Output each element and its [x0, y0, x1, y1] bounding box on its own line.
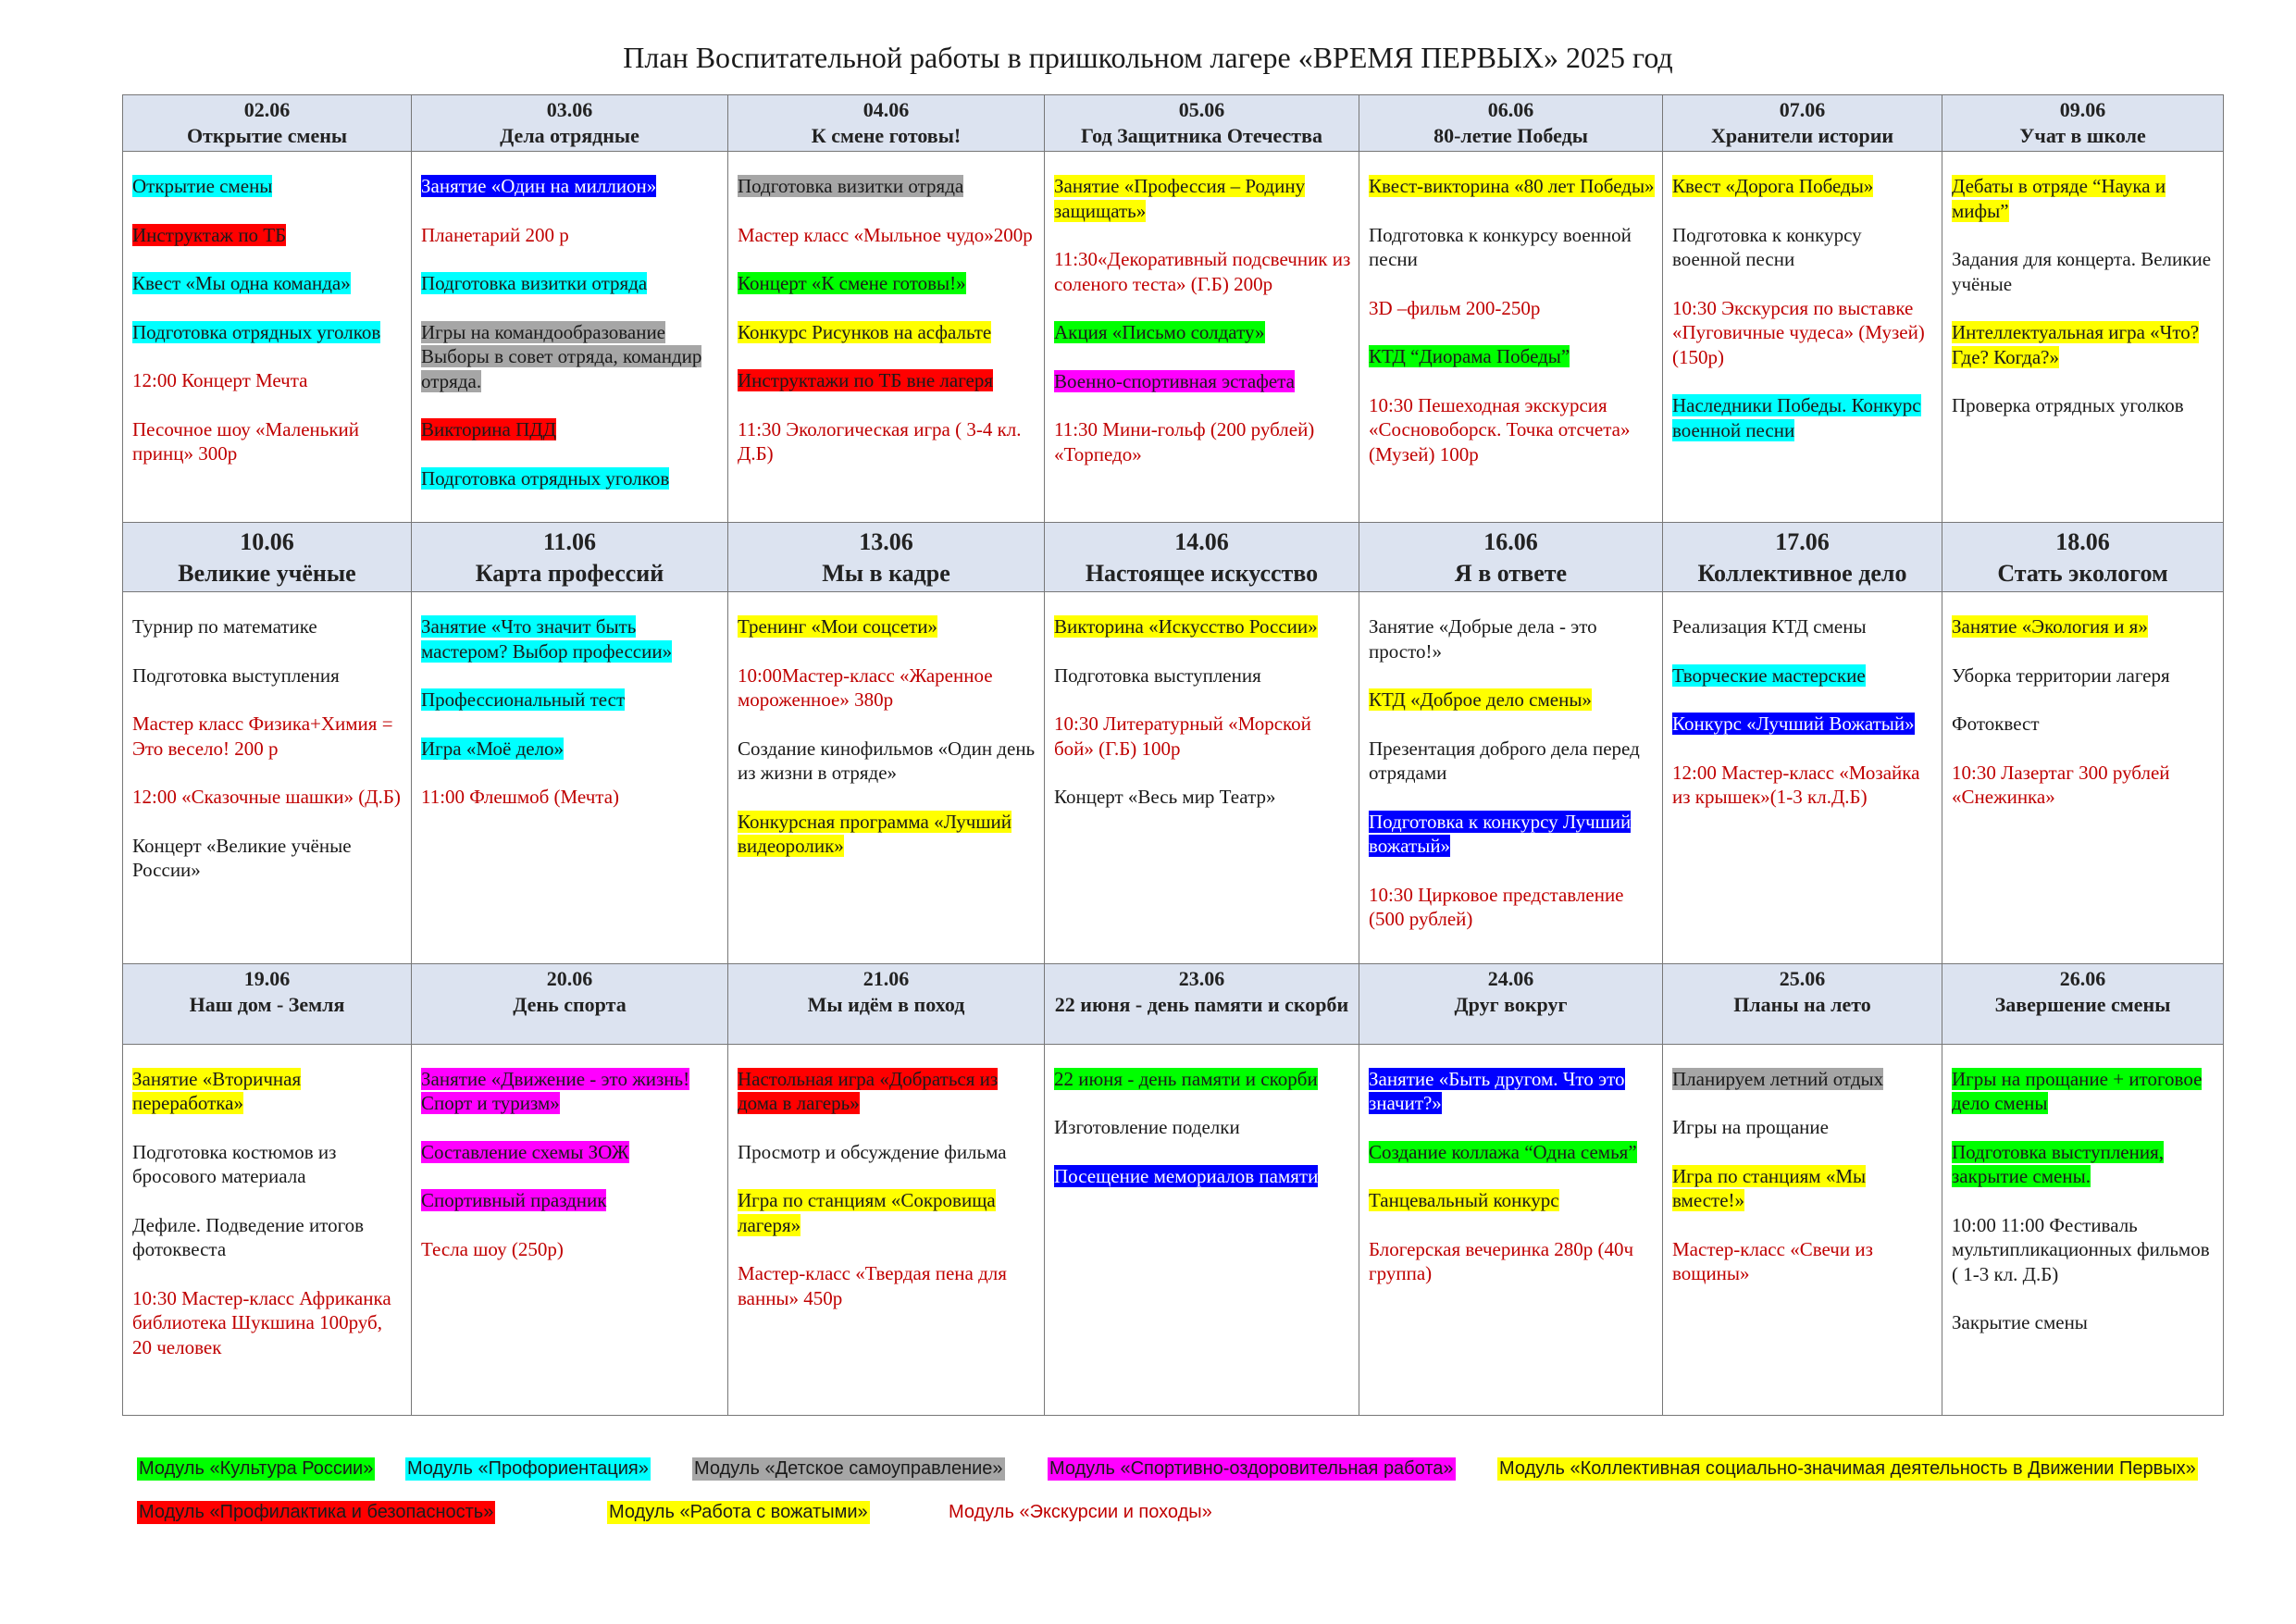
day-header	[1663, 523, 1942, 592]
day-header	[1359, 963, 1663, 1044]
day-date: 24.06	[1487, 966, 1534, 990]
day-header	[1045, 963, 1359, 1044]
activity-text: 22 июня - день памяти и скорби	[1054, 1067, 1318, 1090]
day-header	[1942, 95, 2224, 152]
day-theme: К смене готовы!	[811, 124, 962, 147]
activity-text: Викторина «Искусство России»	[1054, 615, 1318, 638]
activity-text: Конкурсная программа «Лучший видеоролик»	[738, 810, 1011, 857]
activity-item	[1369, 737, 1655, 786]
day-date: 25.06	[1779, 966, 1826, 990]
activity-item	[1952, 1140, 2215, 1189]
activity-text: Спортивный праздник	[421, 1189, 607, 1211]
activity-text: Занятие «Движение - это жизнь! Спорт и туризм»	[421, 1067, 690, 1114]
activity-text: 10:30 Экскурсия по выставке «Пуговичные чудеса» (Музей) (150р)	[1672, 296, 1925, 368]
activity-text: Подготовка отрядных уголков	[421, 466, 670, 490]
activity-item	[1672, 393, 1934, 442]
day-theme: Планы на лето	[1733, 992, 1871, 1016]
activity-item	[421, 688, 720, 713]
activity-item	[132, 271, 403, 296]
day-activities	[1663, 592, 1942, 964]
activity-item	[421, 223, 720, 248]
activity-text: Акция «Письмо солдату»	[1054, 321, 1265, 343]
activity-text: 12:00 Концерт Мечта	[132, 369, 308, 391]
activity-item	[1054, 1164, 1351, 1189]
activity-text: 12:00 Мастер-класс «Мозайка из крышек»(1-3 кл.Д.Б)	[1672, 761, 1920, 808]
activity-text: Презентация доброго дела перед отрядами	[1369, 737, 1640, 784]
activity-item	[1369, 174, 1655, 199]
activity-item	[421, 737, 720, 762]
day-theme: Мы идём в поход	[807, 992, 965, 1016]
activity-item	[132, 712, 403, 761]
activity-text: Занятие «Что значит быть мастером? Выбор профессии»	[421, 615, 673, 663]
activity-item	[1369, 688, 1655, 713]
activity-item	[421, 1188, 720, 1213]
activity-item	[421, 271, 720, 296]
activity-item	[1952, 761, 2215, 810]
activity-text: Создание кинофильмов «Один день из жизни в отряде»	[738, 737, 1036, 784]
activity-text: Мастер класс Физика+Химия = Это весело! 200 р	[132, 713, 393, 760]
activity-text: Подготовка костюмов из бросового материала	[132, 1140, 337, 1187]
activity-text: Наследники Победы. Конкурс военной песни	[1672, 394, 1921, 441]
day-activities	[728, 592, 1045, 964]
activity-item	[1952, 1310, 2215, 1335]
activity-text: Просмотр и обсуждение фильма	[738, 1140, 1007, 1163]
page-title: План Воспитательной работы в пришкольном лагере «ВРЕМЯ ПЕРВЫХ» 2025 год	[623, 41, 1673, 74]
activity-text: Подготовка визитки отряда	[421, 272, 648, 294]
day-header	[1942, 523, 2224, 592]
activity-item	[421, 1237, 720, 1262]
day-header	[1663, 963, 1942, 1044]
activity-text: 10:30 Лазертаг 300 рублей «Снежинка»	[1952, 761, 2170, 808]
activity-item	[1672, 663, 1934, 688]
day-header	[1663, 95, 1942, 152]
day-activities	[412, 152, 728, 523]
activity-item	[738, 1067, 1036, 1116]
activity-item	[1054, 1115, 1351, 1140]
activity-text: Профессиональный тест	[421, 688, 626, 711]
activity-item	[1369, 1067, 1655, 1116]
activity-item	[132, 174, 403, 199]
activity-item	[132, 834, 403, 883]
activity-text: 10:30 Пешеходная экскурсия «Сосновоборск. Точка отсчета» (Музей) 100р	[1369, 393, 1631, 465]
day-theme: 80-летие Победы	[1433, 124, 1588, 147]
activity-text: Инструктаж по ТБ	[132, 223, 287, 246]
activity-item	[738, 614, 1036, 639]
activity-text: Мастер-класс «Свечи из вощины»	[1672, 1237, 1873, 1284]
activity-text: Планетарий 200 р	[421, 223, 569, 246]
activity-item	[1952, 1213, 2215, 1287]
day-activities	[1942, 1044, 2224, 1415]
activity-text: КТД “Диорама Победы”	[1369, 345, 1570, 367]
activity-item	[738, 1140, 1036, 1165]
day-activities	[1359, 592, 1663, 964]
activity-item	[1369, 883, 1655, 932]
activity-item	[132, 1140, 403, 1189]
activity-item	[1054, 663, 1351, 688]
activity-item	[1369, 223, 1655, 272]
activity-text: 10:30 Литературный «Морской бой» (Г.Б) 100р	[1054, 713, 1311, 760]
day-header	[1359, 95, 1663, 152]
day-header	[728, 963, 1045, 1044]
activity-text: 11:30 Мини-гольф (200 рублей) «Торпедо»	[1054, 418, 1315, 465]
day-date: 16.06	[1483, 528, 1538, 555]
activity-text: Квест-викторина «80 лет Победы»	[1369, 175, 1655, 197]
day-activities	[1045, 152, 1359, 523]
day-activities	[123, 592, 412, 964]
day-theme: Наш дом - Земля	[189, 992, 345, 1016]
day-date: 02.06	[243, 98, 291, 121]
day-header	[1045, 95, 1359, 152]
activity-text: Занятие «Экология и я»	[1952, 615, 2148, 638]
activity-text: Конкурс «Лучший Вожатый»	[1672, 713, 1915, 735]
activity-text: Конкурс Рисунков на асфальте	[738, 320, 992, 343]
day-date: 17.06	[1775, 528, 1830, 555]
activity-text: Концерт «Весь мир Театр»	[1054, 786, 1276, 808]
day-theme: 22 июня - день памяти и скорби	[1054, 992, 1349, 1016]
activity-item	[738, 271, 1036, 296]
activity-item	[738, 368, 1036, 393]
day-date: 03.06	[546, 98, 593, 121]
activity-text: Реализация КТД смены	[1672, 615, 1867, 638]
activity-text: Настольная игра «Добраться из дома в лагерь»	[738, 1067, 999, 1114]
activity-text: Игра по станциям «Сокровища лагеря»	[738, 1189, 996, 1236]
activity-item	[421, 1140, 720, 1165]
activity-text: Танцевальный конкурс	[1369, 1189, 1559, 1211]
activity-item	[132, 614, 403, 639]
activity-text: Блогерская вечеринка 280р (40ч группа)	[1369, 1237, 1634, 1284]
activity-text: Фотоквест	[1952, 713, 2040, 735]
activity-text: 12:00 «Сказочные шашки» (Д.Б)	[132, 786, 401, 808]
activity-item	[421, 785, 720, 810]
day-activities	[1663, 1044, 1942, 1415]
activity-text: Открытие смены	[132, 175, 273, 197]
day-activities	[1359, 152, 1663, 523]
day-header	[123, 523, 412, 592]
activity-item	[421, 320, 720, 394]
activity-item	[1952, 393, 2215, 418]
activity-text: 11:00 Флешмоб (Мечта)	[421, 786, 620, 808]
day-date: 10.06	[240, 528, 294, 555]
activity-text: Игра «Моё дело»	[421, 737, 565, 760]
activity-text: Занятие «Вторичная переработка»	[132, 1067, 302, 1114]
activity-item	[421, 417, 720, 442]
activity-text: Творческие мастерские	[1672, 663, 1866, 687]
day-activities	[1045, 592, 1359, 964]
activity-item	[132, 785, 403, 810]
activity-text: Игры на прощание	[1672, 1116, 1829, 1138]
day-header	[1942, 963, 2224, 1044]
activity-text: Задания для концерта. Великие учёные	[1952, 248, 2212, 295]
activity-text: Игра по станциям «Мы вместе!»	[1672, 1164, 1867, 1211]
activity-item	[738, 223, 1036, 248]
day-header	[412, 523, 728, 592]
activity-item	[738, 737, 1036, 786]
activity-item	[1369, 344, 1655, 369]
activity-text: 10:00Мастер-класс «Жаренное мороженное» 380р	[738, 663, 993, 711]
legend-item: Модуль «Профилактика и безопасность»	[139, 1502, 494, 1522]
activity-text: Викторина ПДД	[421, 418, 556, 440]
activity-text: Военно-спортивная эстафета	[1054, 369, 1295, 392]
activity-text: Мастер класс «Мыльное чудо»200р	[738, 223, 1033, 246]
day-date: 04.06	[863, 98, 910, 121]
activity-text: Занятие «Один на миллион»	[421, 175, 657, 197]
day-activities	[1359, 1044, 1663, 1415]
day-header	[123, 963, 412, 1044]
activity-item	[1054, 320, 1351, 345]
activity-text: Квест «Дорога Победы»	[1672, 175, 1874, 197]
activity-item	[738, 320, 1036, 345]
day-header	[1045, 523, 1359, 592]
activity-item	[132, 223, 403, 248]
legend-item: Модуль «Экскурсии и походы»	[949, 1502, 1212, 1522]
activity-text: Подготовка к конкурсу Лучший вожатый»	[1369, 810, 1632, 857]
activity-item	[1952, 247, 2215, 296]
day-header-row	[123, 963, 2224, 1044]
activity-item	[1054, 614, 1351, 639]
activity-text: Концерт «К смене готовы!»	[738, 272, 966, 294]
activity-text: Подготовка визитки отряда	[738, 175, 964, 197]
day-activities	[1663, 152, 1942, 523]
activity-text: Подготовка выступления	[132, 663, 340, 687]
activity-text: 3D –фильм 200-250р	[1369, 296, 1541, 319]
activity-text: Песочное шоу «Маленький принц» 300р	[132, 417, 360, 465]
day-activities-row	[123, 152, 2224, 523]
day-date: 11.06	[542, 528, 597, 555]
activity-text: Проверка отрядных уголков	[1952, 394, 2184, 416]
activity-item	[1672, 761, 1934, 810]
activity-text: Интеллектуальная игра «Что? Где? Когда?»	[1952, 321, 2200, 368]
activity-text: Планируем летний отдых	[1672, 1067, 1884, 1090]
day-activities	[123, 1044, 412, 1415]
day-activities	[123, 152, 412, 523]
activity-item	[421, 466, 720, 491]
activity-text: Составление схемы ЗОЖ	[421, 1140, 629, 1163]
day-header	[1359, 523, 1663, 592]
legend-item: Модуль «Детское самоуправление»	[694, 1458, 1003, 1479]
activity-text: 11:30«Декоративный подсвечник из соленого теста» (Г.Б) 200р	[1054, 248, 1351, 295]
activity-item	[738, 1188, 1036, 1237]
activity-text: Закрытие смены	[1952, 1311, 2088, 1333]
activity-text: Турнир по математике	[132, 615, 317, 638]
day-header	[123, 95, 412, 152]
day-activities	[728, 152, 1045, 523]
activity-item	[1369, 810, 1655, 859]
activity-item	[1952, 1067, 2215, 1116]
day-activities	[1045, 1044, 1359, 1415]
activity-text: 10:00 11:00 Фестиваль мультипликационных фильмов ( 1-3 кл. Д.Б)	[1952, 1213, 2210, 1285]
activity-item	[1054, 1067, 1351, 1092]
activity-item	[132, 417, 403, 466]
day-header-row	[123, 95, 2224, 152]
activity-item	[1672, 296, 1934, 370]
activity-text: Тесла шоу (250р)	[421, 1237, 564, 1260]
activity-item	[132, 1213, 403, 1262]
activity-item	[1369, 1237, 1655, 1286]
day-date: 05.06	[1178, 98, 1225, 121]
activity-item	[1952, 174, 2215, 223]
activity-item	[1672, 1164, 1934, 1213]
day-date: 21.06	[863, 966, 910, 990]
activity-item	[1054, 369, 1351, 394]
day-date: 09.06	[2059, 98, 2106, 121]
activity-item	[1672, 1237, 1934, 1286]
legend-item: Модуль «Культура России»	[139, 1458, 374, 1479]
day-theme: Завершение смены	[1994, 992, 2171, 1016]
activity-text: Игры на командообразование Выборы в совет отряда, командир отряда.	[421, 320, 702, 392]
activity-item	[132, 663, 403, 688]
day-theme: Дела отрядные	[500, 124, 639, 147]
activity-item	[421, 614, 720, 663]
legend-item: Модуль «Коллективная социально-значимая деятельность в Движении Первых»	[1499, 1458, 2196, 1479]
day-activities-row	[123, 1044, 2224, 1415]
activity-item	[738, 663, 1036, 713]
legend-item: Модуль «Профориентация»	[407, 1458, 649, 1479]
activity-item	[738, 810, 1036, 859]
day-date: 20.06	[546, 966, 593, 990]
activity-item	[738, 174, 1036, 199]
day-activities	[1942, 152, 2224, 523]
activity-item	[1672, 712, 1934, 737]
day-activities	[728, 1044, 1045, 1415]
activity-text: Уборка территории лагеря	[1952, 663, 2170, 687]
activity-item	[1054, 785, 1351, 810]
day-activities	[412, 592, 728, 964]
day-activities-row	[123, 592, 2224, 964]
activity-item	[1952, 663, 2215, 688]
activity-text: 10:30 Цирковое представление (500 рублей)	[1369, 883, 1624, 930]
activity-item	[1369, 393, 1655, 467]
activity-item	[132, 320, 403, 345]
activity-text: Изготовление поделки	[1054, 1116, 1240, 1138]
day-theme: Настоящее искусство	[1085, 560, 1319, 587]
day-date: 18.06	[2055, 528, 2110, 555]
day-date: 13.06	[859, 528, 913, 555]
day-theme: Стать экологом	[1997, 560, 2168, 587]
legend-item: Модуль «Спортивно-оздоровительная работа»	[1049, 1458, 1454, 1479]
activity-text: Подготовка к конкурсу военной песни	[1672, 223, 1862, 270]
activity-item	[421, 174, 720, 199]
day-theme: Открытие смены	[186, 124, 348, 147]
activity-item	[1054, 247, 1351, 296]
activity-item	[738, 1261, 1036, 1310]
activity-text: Посещение мемориалов памяти	[1054, 1164, 1319, 1187]
activity-item	[1054, 712, 1351, 761]
activity-item	[1369, 1140, 1655, 1165]
day-theme: Я в ответе	[1454, 560, 1568, 587]
day-header	[412, 963, 728, 1044]
day-date: 14.06	[1174, 528, 1229, 555]
day-header	[728, 523, 1045, 592]
day-date: 06.06	[1487, 98, 1534, 121]
activity-text: Концерт «Великие учёные России»	[132, 834, 352, 881]
activity-item	[1952, 712, 2215, 737]
day-theme: День спорта	[513, 992, 627, 1016]
activity-item	[738, 417, 1036, 466]
activity-text: Дефиле. Подведение итогов фотоквеста	[132, 1213, 365, 1260]
activity-text: Подготовка выступления	[1054, 663, 1261, 687]
day-theme: Коллективное дело	[1697, 560, 1907, 587]
day-activities	[412, 1044, 728, 1415]
activity-item	[1054, 174, 1351, 223]
activity-text: 10:30 Мастер-класс Африканка библиотека Шукшина 100руб, 20 человек	[132, 1286, 391, 1358]
activity-text: Занятие «Добрые дела - это просто!»	[1369, 615, 1597, 663]
day-date: 23.06	[1178, 966, 1225, 990]
day-header	[412, 95, 728, 152]
activity-text: Квест «Мы одна команда»	[132, 272, 351, 294]
activity-item	[1672, 614, 1934, 639]
day-activities	[1942, 592, 2224, 964]
day-header-row	[123, 523, 2224, 592]
day-theme: Мы в кадре	[822, 560, 950, 587]
activity-item	[1369, 296, 1655, 321]
activity-text: Тренинг «Мои соцсети»	[738, 615, 937, 638]
activity-item	[132, 1067, 403, 1116]
activity-text: Игры на прощание + итоговое дело смены	[1952, 1067, 2203, 1114]
activity-item	[1369, 1188, 1655, 1213]
activity-text: Подготовка выступления, закрытие смены.	[1952, 1140, 2165, 1187]
activity-item	[1672, 174, 1934, 199]
activity-text: Подготовка к конкурсу военной песни	[1369, 223, 1632, 270]
activity-text: Мастер-класс «Твердая пена для ванны» 450р	[738, 1262, 1007, 1309]
activity-text: 11:30 Экологическая игра ( 3-4 кл. Д.Б)	[738, 417, 1022, 465]
activity-text: Дебаты в отряде “Наука и мифы”	[1952, 175, 2166, 222]
activity-item	[132, 1286, 403, 1360]
activity-item	[132, 368, 403, 393]
activity-item	[1672, 1067, 1934, 1092]
activity-text: КТД «Доброе дело смены»	[1369, 688, 1592, 711]
schedule-table	[122, 94, 2224, 1416]
activity-item	[1054, 417, 1351, 466]
activity-item	[421, 1067, 720, 1116]
activity-item	[1672, 223, 1934, 272]
day-theme: Друг вокруг	[1454, 992, 1568, 1016]
activity-text: Занятие «Профессия – Родину защищать»	[1054, 175, 1306, 222]
day-theme: Год Защитника Отечества	[1081, 124, 1322, 147]
day-theme: Хранители истории	[1710, 124, 1894, 147]
day-date: 26.06	[2059, 966, 2106, 990]
activity-text: Создание коллажа “Одна семья”	[1369, 1140, 1637, 1163]
activity-item	[1952, 614, 2215, 639]
activity-item	[1952, 320, 2215, 369]
activity-item	[1672, 1115, 1934, 1140]
activity-text: Занятие «Быть другом. Что это значит?»	[1369, 1067, 1625, 1114]
day-header	[728, 95, 1045, 152]
activity-text: Инструктажи по ТБ вне лагеря	[738, 369, 994, 391]
day-theme: Карта профессий	[475, 560, 664, 587]
day-theme: Учат в школе	[2019, 124, 2146, 147]
activity-text: Подготовка отрядных уголков	[132, 320, 381, 343]
day-theme: Великие учёные	[178, 560, 356, 587]
legend-item: Модуль «Работа с вожатыми»	[609, 1502, 868, 1522]
activity-item	[1369, 614, 1655, 663]
day-date: 19.06	[243, 966, 291, 990]
day-date: 07.06	[1779, 98, 1826, 121]
